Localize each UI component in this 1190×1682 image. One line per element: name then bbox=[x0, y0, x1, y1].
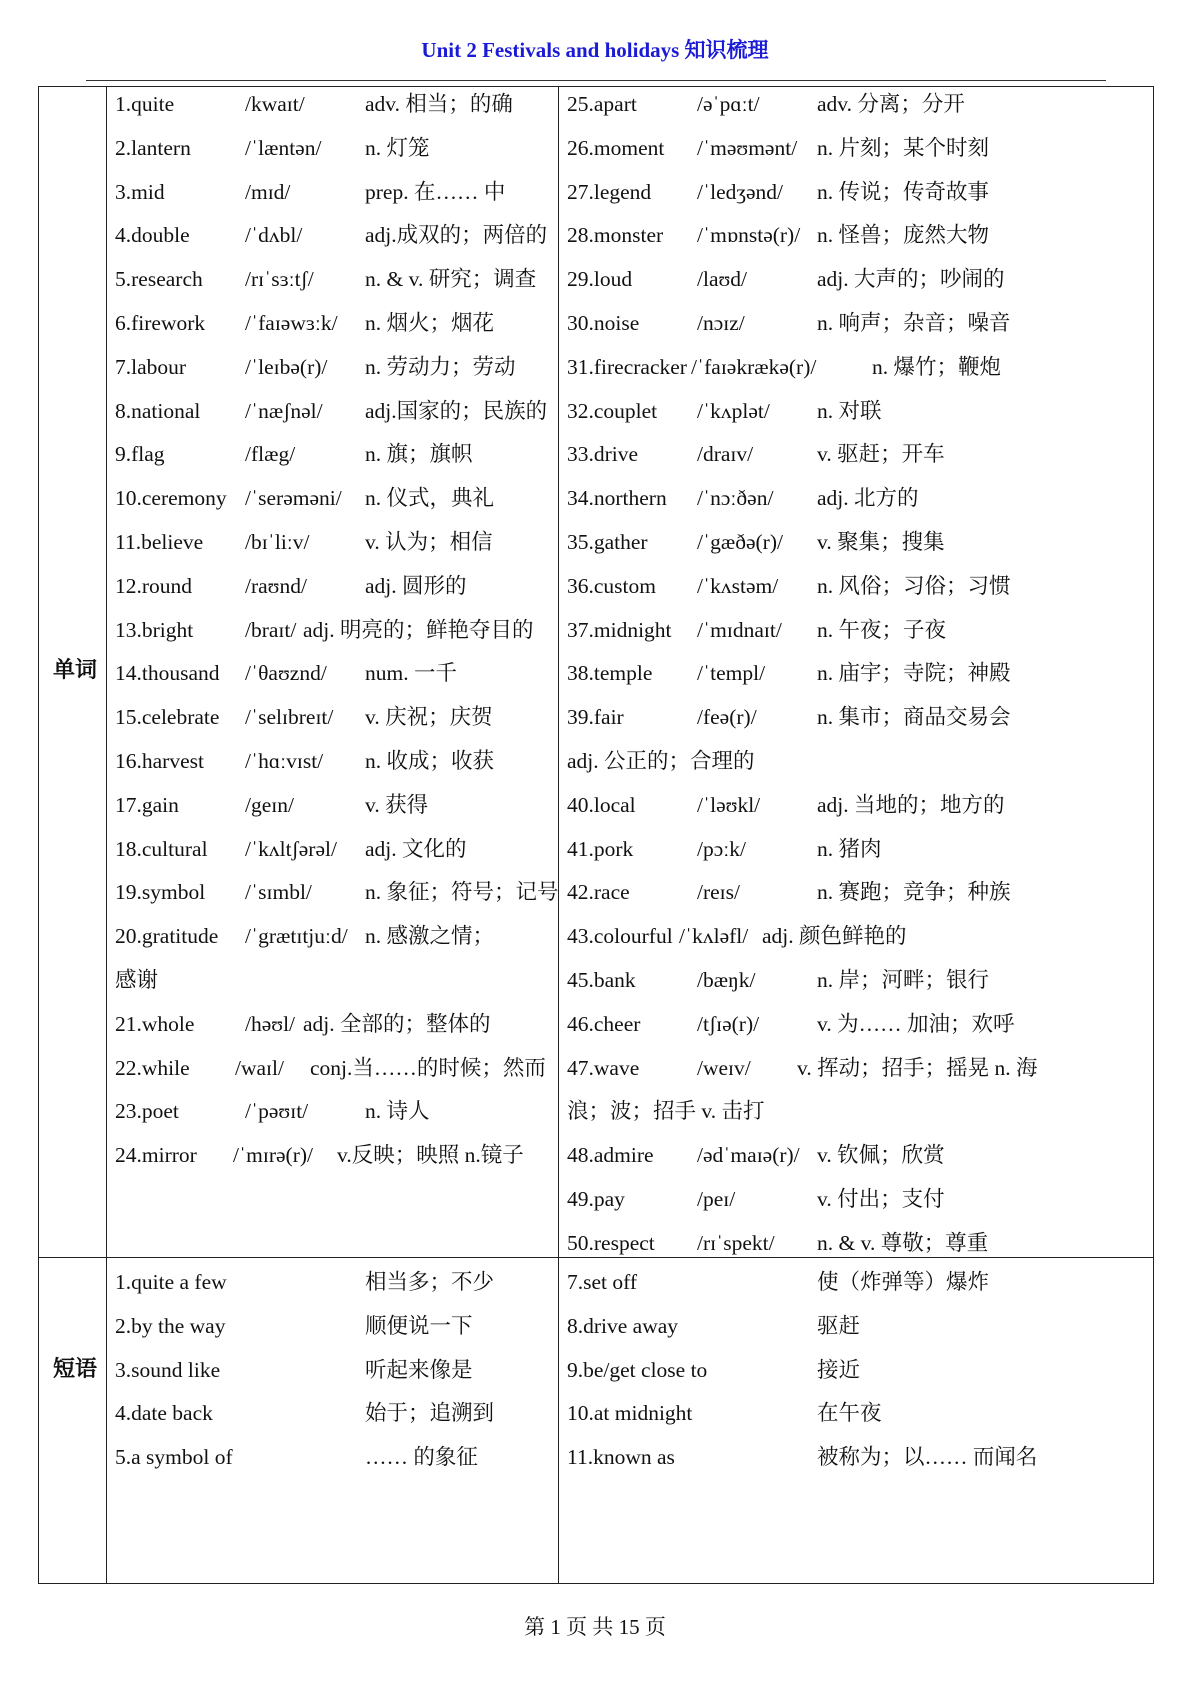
phrase-row bbox=[567, 1259, 1007, 1305]
entry-ipa: /ˈfaɪəwɜːk/ bbox=[245, 311, 338, 335]
entry-meaning: n. 午夜；子夜 bbox=[817, 617, 947, 642]
entry-word: 20.gratitude bbox=[115, 924, 219, 949]
entry-phrase: 8.drive away bbox=[567, 1313, 679, 1338]
entry-ipa: /ˈdʌbl/ bbox=[245, 223, 303, 248]
phrase-row bbox=[115, 1390, 555, 1436]
word-row bbox=[115, 650, 555, 696]
entry-meaning: n. 怪兽；庞然大物 bbox=[817, 223, 990, 248]
entry-ipa: /ədˈmaɪə(r)/ bbox=[697, 1143, 800, 1168]
entry-phrase: 1.quite a few bbox=[115, 1270, 227, 1294]
entry-phrase: 4.date back bbox=[115, 1401, 213, 1426]
entry-ipa: /ˈgæðə(r)/ bbox=[697, 530, 783, 554]
entry-meaning: n. 灯笼 bbox=[365, 135, 430, 160]
word-row bbox=[567, 431, 1007, 477]
word-row bbox=[115, 300, 555, 346]
entry-ipa: /ˈkʌplət/ bbox=[697, 398, 770, 423]
word-row bbox=[567, 1045, 1107, 1091]
entry-word: 8.national bbox=[115, 398, 201, 423]
entry-ipa: /ˈθaʊznd/ bbox=[245, 661, 327, 686]
entry-ipa: /rɪˈsɜːtʃ/ bbox=[245, 267, 314, 292]
word-row bbox=[567, 81, 1007, 127]
entry-ipa: /bæŋk/ bbox=[697, 968, 756, 992]
entry-word: 26.moment bbox=[567, 135, 665, 160]
entry-ipa: /ˈnæʃnəl/ bbox=[245, 398, 323, 423]
word-row bbox=[567, 957, 1007, 1003]
entry-meaning: v. 认为；相信 bbox=[365, 530, 493, 554]
entry-meaning: adv. 相当；的确 bbox=[365, 92, 513, 116]
phrase-row bbox=[115, 1347, 555, 1393]
word-row bbox=[115, 1045, 555, 1091]
entry-ipa: /kwaɪt/ bbox=[245, 92, 305, 116]
entry-meaning: v. 挥动；招手；摇晃 n. 海 bbox=[797, 1055, 1038, 1080]
entry-ipa: /bɪˈliːv/ bbox=[245, 530, 310, 554]
entry-word: 43.colourful bbox=[567, 924, 673, 949]
word-row bbox=[115, 1001, 555, 1047]
entry-word: 40.local bbox=[567, 792, 636, 817]
entry-meaning: n. 响声；杂音；噪音 bbox=[817, 311, 1011, 335]
entry-meaning: adj. 颜色鲜艳的 bbox=[762, 924, 907, 949]
words-section-label: 单词 bbox=[52, 658, 97, 683]
word-row bbox=[115, 256, 555, 302]
entry-ipa: /feə(r)/ bbox=[697, 705, 757, 730]
entry-phrase: 7.set off bbox=[567, 1270, 638, 1294]
entry-meaning: n. 烟火；烟花 bbox=[365, 311, 495, 335]
word-row bbox=[115, 344, 555, 390]
entry-ipa: /ˈselɪbreɪt/ bbox=[245, 705, 334, 730]
entry-word: 32.couplet bbox=[567, 398, 658, 423]
word-row bbox=[567, 388, 1007, 434]
entry-ipa: /ˈkʌltʃərəl/ bbox=[245, 836, 337, 861]
entry-word: 18.cultural bbox=[115, 836, 208, 861]
entry-meaning: v. 聚集；搜集 bbox=[817, 530, 945, 554]
entry-ipa: /ˈkʌstəm/ bbox=[697, 573, 779, 598]
word-row bbox=[115, 125, 555, 171]
word-row bbox=[567, 519, 1007, 565]
entry-meaning: n. 诗人 bbox=[365, 1099, 430, 1124]
entry-word: 35.gather bbox=[567, 530, 648, 554]
entry-word: 50.respect bbox=[567, 1230, 655, 1255]
entry-meaning: v. 为…… 加油；欢呼 bbox=[817, 1011, 1015, 1036]
entry-word: 46.cheer bbox=[567, 1011, 641, 1036]
entry-meaning: v. 获得 bbox=[365, 792, 429, 817]
entry-word: 27.legend bbox=[567, 179, 652, 204]
entry-meaning: 相当多；不少 bbox=[365, 1270, 495, 1294]
entry-ipa: /ˈmɪdnaɪt/ bbox=[697, 617, 782, 642]
entry-meaning: n. 集市；商品交易会 bbox=[817, 705, 1011, 730]
word-row bbox=[567, 913, 1007, 959]
word-row bbox=[567, 650, 1011, 696]
word-row bbox=[115, 563, 555, 609]
entry-ipa: /ˈfaɪəkrækə(r)/ bbox=[691, 354, 817, 379]
entry-meaning: n. 片刻；某个时刻 bbox=[817, 135, 990, 160]
entry-ipa: /ˈməʊmənt/ bbox=[697, 135, 798, 160]
entry-meaning: n. 赛跑；竞争；种族 bbox=[817, 880, 1011, 905]
phrase-row bbox=[115, 1303, 555, 1349]
entry-meaning: 听起来像是 bbox=[365, 1357, 473, 1382]
entry-meaning: adj. 文化的 bbox=[365, 836, 467, 861]
entry-meaning: n. 传说；传奇故事 bbox=[817, 179, 990, 204]
word-row bbox=[567, 563, 1011, 609]
entry-meaning: n. 象征；符号；记号 bbox=[365, 880, 559, 905]
entry-word: 30.noise bbox=[567, 311, 640, 335]
entry-ipa: /ˈsɪmbl/ bbox=[245, 880, 312, 905]
entry-meaning: n. 旗；旗帜 bbox=[365, 442, 473, 467]
word-row bbox=[567, 694, 1011, 740]
entry-ipa: /reɪs/ bbox=[697, 880, 740, 905]
entry-word: 10.ceremony bbox=[115, 486, 227, 511]
entry-word: 9.flag bbox=[115, 442, 165, 467]
entry-meaning: n. 感激之情； bbox=[365, 924, 495, 949]
entry-word: 感谢 bbox=[115, 968, 159, 992]
entry-meaning: 顺便说一下 bbox=[365, 1313, 473, 1338]
entry-word: 31.firecracker bbox=[567, 354, 687, 379]
entry-ipa: /ˈgrætɪtjuːd/ bbox=[245, 924, 348, 949]
word-row bbox=[115, 826, 555, 872]
entry-meaning: adj. 当地的；地方的 bbox=[817, 792, 1005, 817]
word-row bbox=[567, 300, 1011, 346]
word-row bbox=[567, 1088, 1007, 1134]
entry-meaning: n. 收成；收获 bbox=[365, 749, 495, 773]
entry-meaning: 在午夜 bbox=[817, 1401, 882, 1426]
entry-word: 22.while bbox=[115, 1055, 190, 1080]
word-row bbox=[115, 212, 555, 258]
entry-word: 2.lantern bbox=[115, 135, 191, 160]
entry-meaning: adj.国家的；民族的 bbox=[365, 398, 548, 423]
entry-word: 49.pay bbox=[567, 1187, 625, 1211]
entry-meaning: 始于；追溯到 bbox=[365, 1401, 495, 1426]
vocab-table bbox=[38, 86, 1154, 1584]
entry-word: 42.race bbox=[567, 880, 630, 905]
entry-word: 7.labour bbox=[115, 354, 187, 379]
entry-ipa: /ˈmɒnstə(r)/ bbox=[697, 223, 801, 248]
entry-ipa: /mɪd/ bbox=[245, 179, 291, 204]
entry-meaning: adj.成双的；两倍的 bbox=[365, 223, 548, 248]
entry-word: 47.wave bbox=[567, 1055, 640, 1080]
word-row bbox=[567, 782, 1007, 828]
entry-word: 浪；波；招手 v. 击打 bbox=[567, 1099, 765, 1124]
word-row bbox=[567, 869, 1011, 915]
word-row bbox=[567, 1132, 1007, 1178]
entry-meaning: 驱赶 bbox=[817, 1313, 861, 1338]
entry-phrase: 3.sound like bbox=[115, 1357, 221, 1382]
entry-word: 1.quite bbox=[115, 92, 175, 116]
entry-meaning: n. 岸；河畔；银行 bbox=[817, 968, 990, 992]
entry-word: 45.bank bbox=[567, 968, 636, 992]
phrases-section-label: 短语 bbox=[52, 1357, 97, 1382]
entry-word: 19.symbol bbox=[115, 880, 206, 905]
entry-ipa: /ˈkʌləfl/ bbox=[679, 924, 749, 949]
entry-word: 6.firework bbox=[115, 311, 206, 335]
page-title: Unit 2 Festivals and holidays 知识梳理 bbox=[421, 38, 769, 62]
entry-word: 14.thousand bbox=[115, 661, 220, 686]
entry-meaning: num. 一千 bbox=[365, 661, 457, 686]
entry-word: 23.poet bbox=[115, 1099, 179, 1124]
entry-meaning: v.反映；映照 n.镜子 bbox=[337, 1143, 524, 1168]
entry-ipa: /flæg/ bbox=[245, 442, 296, 467]
entry-phrase: 10.at midnight bbox=[567, 1401, 693, 1426]
entry-word: 36.custom bbox=[567, 573, 656, 598]
entry-word: 28.monster bbox=[567, 223, 664, 248]
entry-meaning: n. & v. 尊敬；尊重 bbox=[817, 1230, 989, 1255]
word-row bbox=[567, 212, 1007, 258]
word-row bbox=[115, 1132, 555, 1178]
entry-meaning: adj. 圆形的 bbox=[365, 573, 467, 598]
entry-word: 39.fair bbox=[567, 705, 624, 730]
entry-meaning: adj. 全部的；整体的 bbox=[303, 1011, 491, 1036]
entry-ipa: /həʊl/ bbox=[245, 1011, 296, 1036]
word-row bbox=[115, 957, 555, 1003]
phrase-row bbox=[567, 1347, 1007, 1393]
entry-word: 33.drive bbox=[567, 442, 639, 467]
entry-word: 4.double bbox=[115, 223, 190, 248]
word-row bbox=[567, 607, 1007, 653]
word-row bbox=[115, 169, 555, 215]
entry-meaning: …… 的象征 bbox=[365, 1445, 478, 1470]
word-row bbox=[115, 81, 555, 127]
entry-meaning: 接近 bbox=[817, 1357, 861, 1382]
entry-ipa: /ˈləʊkl/ bbox=[697, 792, 761, 817]
entry-word: 11.believe bbox=[115, 530, 204, 554]
entry-ipa: /tʃɪə(r)/ bbox=[697, 1011, 760, 1036]
entry-word: 34.northern bbox=[567, 486, 667, 511]
entry-word: 3.mid bbox=[115, 179, 165, 204]
entry-meaning: adj. 北方的 bbox=[817, 486, 919, 511]
word-row bbox=[567, 256, 1007, 302]
entry-meaning: adv. 分离；分开 bbox=[817, 92, 965, 116]
entry-meaning: conj.当……的时候；然而 bbox=[310, 1055, 546, 1080]
entry-ipa: /nɔɪz/ bbox=[697, 311, 745, 335]
entry-meaning: 被称为；以…… 而闻名 bbox=[817, 1445, 1038, 1470]
phrase-row bbox=[115, 1259, 555, 1305]
entry-meaning: n. 庙宇；寺院；神殿 bbox=[817, 661, 1011, 686]
entry-meaning: n. & v. 研究；调查 bbox=[365, 267, 537, 292]
word-row bbox=[567, 1176, 1007, 1222]
entry-ipa: /laʊd/ bbox=[697, 267, 748, 292]
word-row bbox=[567, 738, 1007, 784]
word-row bbox=[115, 388, 555, 434]
entry-phrase: 5.a symbol of bbox=[115, 1445, 233, 1470]
phrase-row bbox=[567, 1390, 1007, 1436]
entry-word: 25.apart bbox=[567, 92, 637, 116]
phrase-row bbox=[115, 1434, 555, 1480]
phrase-row bbox=[567, 1434, 1038, 1480]
entry-ipa: /waɪl/ bbox=[235, 1055, 284, 1080]
entry-ipa: /ˈhɑːvɪst/ bbox=[245, 749, 324, 773]
entry-word: 41.pork bbox=[567, 836, 634, 861]
word-row bbox=[567, 475, 1007, 521]
entry-meaning: n. 对联 bbox=[817, 398, 882, 423]
entry-phrase: 11.known as bbox=[567, 1445, 675, 1470]
entry-word: 37.midnight bbox=[567, 617, 672, 642]
entry-word: 29.loud bbox=[567, 267, 633, 292]
entry-ipa: /weɪv/ bbox=[697, 1055, 751, 1080]
entry-meaning: 使（炸弹等）爆炸 bbox=[817, 1270, 990, 1294]
entry-ipa: /raʊnd/ bbox=[245, 573, 307, 598]
entry-word: 12.round bbox=[115, 573, 193, 598]
word-row bbox=[115, 431, 555, 477]
entry-ipa: /ˈserəməni/ bbox=[245, 486, 342, 511]
entry-ipa: /ˈnɔːðən/ bbox=[697, 486, 774, 511]
entry-ipa: /ˈleɪbə(r)/ bbox=[245, 354, 328, 379]
word-row bbox=[115, 869, 559, 915]
entry-word: 24.mirror bbox=[115, 1143, 197, 1168]
entry-ipa: /peɪ/ bbox=[697, 1187, 736, 1211]
entry-ipa: /rɪˈspekt/ bbox=[697, 1230, 775, 1255]
entry-ipa: /əˈpɑːt/ bbox=[697, 92, 760, 116]
center-column-divider bbox=[558, 87, 559, 1583]
word-row bbox=[115, 519, 555, 565]
word-row bbox=[567, 826, 1007, 872]
entry-ipa: /pɔːk/ bbox=[697, 836, 746, 861]
word-row bbox=[567, 344, 1007, 390]
entry-ipa: /ˈtempl/ bbox=[697, 661, 766, 686]
word-row bbox=[115, 1088, 555, 1134]
entry-ipa: /ˈpəʊɪt/ bbox=[245, 1099, 309, 1124]
entry-word: 16.harvest bbox=[115, 749, 204, 773]
phrase-row bbox=[567, 1303, 1007, 1349]
entry-ipa: /geɪn/ bbox=[245, 792, 294, 817]
entry-word: 17.gain bbox=[115, 792, 179, 817]
entry-phrase: 2.by the way bbox=[115, 1313, 226, 1338]
entry-meaning: n. 风俗；习俗；习惯 bbox=[817, 573, 1011, 598]
entry-ipa: /draɪv/ bbox=[697, 442, 754, 467]
entry-meaning: adj. 明亮的；鲜艳夺目的 bbox=[303, 617, 534, 642]
entry-word: 13.bright bbox=[115, 617, 194, 642]
entry-word: 48.admire bbox=[567, 1143, 654, 1168]
entry-ipa: /ˈmɪrə(r)/ bbox=[233, 1143, 313, 1168]
entry-word: 21.whole bbox=[115, 1011, 195, 1036]
word-row bbox=[567, 125, 1007, 171]
entry-meaning: v. 钦佩；欣赏 bbox=[817, 1143, 945, 1168]
entry-meaning: prep. 在…… 中 bbox=[365, 179, 506, 204]
entry-meaning: n. 仪式，典礼 bbox=[365, 486, 495, 511]
entry-meaning: n. 劳动力；劳动 bbox=[365, 354, 516, 379]
entry-meaning: v. 付出；支付 bbox=[817, 1187, 945, 1211]
entry-meaning: adj. 大声的；吵闹的 bbox=[817, 267, 1005, 292]
entry-ipa: /ˈlæntən/ bbox=[245, 135, 322, 160]
entry-word: adj. 公正的；合理的 bbox=[567, 749, 755, 773]
entry-meaning: v. 驱赶；开车 bbox=[817, 442, 945, 467]
page-footer: 第 1 页 共 15 页 bbox=[524, 1615, 666, 1639]
word-row bbox=[567, 1001, 1015, 1047]
word-row bbox=[115, 475, 555, 521]
entry-phrase: 9.be/get close to bbox=[567, 1357, 708, 1382]
word-row bbox=[115, 913, 555, 959]
entry-word: 38.temple bbox=[567, 661, 653, 686]
entry-meaning: v. 庆祝；庆贺 bbox=[365, 705, 493, 730]
entry-word: 15.celebrate bbox=[115, 705, 220, 730]
entry-meaning: n. 猪肉 bbox=[817, 836, 882, 861]
word-row bbox=[115, 782, 555, 828]
word-row bbox=[115, 694, 555, 740]
entry-meaning: n. 爆竹；鞭炮 bbox=[872, 354, 1002, 379]
word-row bbox=[567, 169, 1007, 215]
entry-word: 5.research bbox=[115, 267, 203, 292]
word-row bbox=[115, 607, 555, 653]
entry-ipa: /braɪt/ bbox=[245, 617, 297, 642]
word-row bbox=[115, 738, 555, 784]
entry-ipa: /ˈledʒənd/ bbox=[697, 179, 783, 204]
